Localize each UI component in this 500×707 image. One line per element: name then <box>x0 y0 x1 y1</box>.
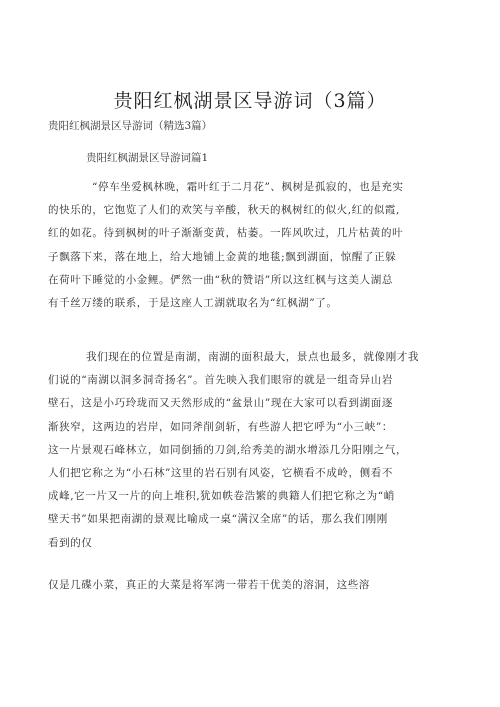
paragraph-line: 看到的仅 <box>48 536 93 549</box>
paragraph-line: “停车坐爱枫林晚，霜叶红于二月花”、枫树是孤寂的，也是充实 <box>92 181 404 193</box>
paragraph-line: 有千丝万缕的联系，于是这座人工湖就取名为“红枫湖”了。 <box>48 297 338 310</box>
paragraph-1 <box>48 176 454 315</box>
paragraph-line: 成峰,它一片又一片的向上堆积,犹如帙卷浩繁的典籍人们把它称之为“峭 <box>48 490 395 503</box>
document-subtitle: 贵阳红枫湖景区导游词（精选3篇） <box>48 120 213 132</box>
paragraph-line: 人们把它称之为“小石林”这里的岩石别有风姿，它横看不成岭，侧看不 <box>48 467 393 480</box>
paragraph-line: 的快乐的，它饱览了人们的欢笑与辛酸，秋天的枫树红的似火,红的似霞, <box>48 204 400 217</box>
paragraph-line: 渐狭窄，这两边的岩岸，如同斧削剑斩，有些游人把它呼为“小三峡”： <box>48 420 393 433</box>
paragraph-line: 仅是几碟小菜，真正的大菜是将军湾一带若干优美的溶洞，这些溶 <box>48 579 370 591</box>
document-title: 贵阳红枫湖景区导游词（3篇） <box>113 90 387 112</box>
paragraph-line: 这一片景观石峰林立，如同倒插的刀剑,给秀美的湖水增添几分阳刚之气， <box>48 443 408 456</box>
paragraph-line: 们说的“南湖以洞多洞奇扬名”。首先映入我们眼帘的就是一组奇异山岩 <box>48 374 393 387</box>
paragraph-line: 壁石，这是小巧玲珑而又天然形成的“盆景山”现在大家可以看到湖面逐 <box>48 397 393 410</box>
paragraph-2 <box>48 346 454 555</box>
paragraph-line: 红的如花。待到枫树的叶子渐渐变黄，枯萎。一阵风吹过，几片枯黄的叶 <box>48 227 404 240</box>
paragraph-line: 我们现在的位置是南湖，南湖的面积最大，景点也最多，就像刚才我 <box>86 351 419 363</box>
paragraph-line: 子飘落下来，落在地上，给大地铺上金黄的地毯;飘到湖面，惊醒了正躲 <box>48 250 397 263</box>
paragraph-line: 在荷叶下睡觉的小金鲤。俨然一曲“秋的赞语”所以这红枫与这美人湖总 <box>48 273 393 286</box>
paragraph-3 <box>48 574 454 597</box>
section-heading: 贵阳红枫湖景区导游词篇1 <box>86 152 209 164</box>
paragraph-line: 壁天书”如果把南湖的景观比喻成一桌“满汉全席”的话，那么我们刚刚 <box>48 513 388 526</box>
